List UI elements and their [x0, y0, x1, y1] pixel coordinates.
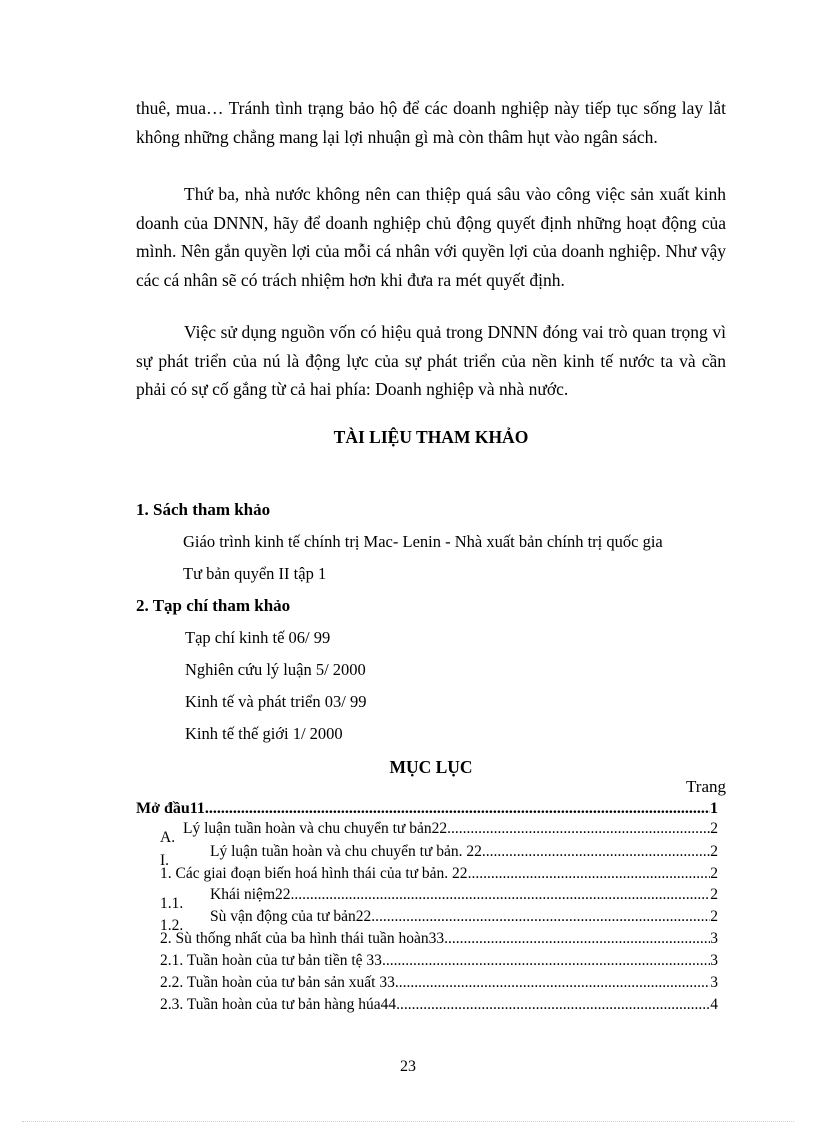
toc-entry-text: 2.3. Tuần hoàn của tư bản hàng húa44 — [160, 996, 397, 1013]
toc-entry[interactable] — [183, 820, 718, 838]
toc-entry-text: Sù vận động của tư bản22 — [210, 908, 372, 925]
body-paragraph-1: thuê, mua… Tránh tình trạng bảo hộ để các doanh nghiệp này tiếp tục sống lay lắt không những chẳng mang lại lợi nhuận gì mà còn thâm hụt vào ngân sách. — [136, 98, 726, 147]
page-number: 23 — [400, 1058, 416, 1075]
toc-entry-page: 3 — [710, 952, 718, 969]
toc-entry[interactable] — [210, 843, 718, 861]
toc-entry-marker: 1.1. — [160, 895, 184, 912]
journals-heading: 2. Tạp chí tham khảo — [136, 596, 291, 615]
toc-entry[interactable] — [160, 952, 718, 970]
toc-entry-marker: I. — [160, 852, 170, 869]
journal-item: Kinh tế và phát triển 03/ 99 — [185, 692, 367, 711]
book-item: Tư bản quyển II tập 1 — [183, 564, 327, 583]
journal-item: Kinh tế thế giới 1/ 2000 — [185, 724, 343, 743]
toc-entry-text: Lý luận tuần hoàn và chu chuyển tư bản. 22 — [210, 843, 482, 860]
toc-entry-text: Lý luận tuần hoàn và chu chuyển tư bản22 — [183, 820, 448, 837]
body-paragraph-3: Việc sử dụng nguồn vốn có hiệu quả trong DNNN đóng vai trò quan trọng vì sự phát triển của nú là động lực của sự phát triển của nền kinh tế nước ta và cần phải có sự cố gắng từ cả hai phía: Doanh nghiệp và nhà nước. — [136, 322, 726, 399]
book-item: Giáo trình kinh tế chính trị Mac- Lenin - Nhà xuất bản chính trị quốc gia — [183, 532, 663, 551]
toc-title: MỤC LỤC — [389, 757, 473, 777]
books-heading: 1. Sách tham khảo — [136, 500, 271, 519]
toc-entry-text: 2.1. Tuần hoàn của tư bản tiền tệ 33 — [160, 952, 382, 969]
references-title: TÀI LIỆU THAM KHẢO — [333, 427, 529, 447]
page-bottom-divider — [22, 1121, 794, 1122]
body-paragraph-2: Thứ ba, nhà nước không nên can thiệp quá sâu vào công việc sản xuất kinh doanh của DNNN, hãy để doanh nghiệp chủ động quyết định những hoạt động của mình. Nên gắn quyền lợi của mỗi cá nhân với quyền lợi của doanh nghiệp. Như vậy các cá nhân sẽ có trách nhiệm hơn khi đưa ra mét quyết định. — [136, 184, 726, 290]
toc-entry[interactable] — [160, 865, 718, 883]
toc-entry[interactable] — [160, 974, 718, 992]
toc-entry-text: Mở đầu11 — [136, 800, 205, 817]
toc-entry-page: 2 — [710, 820, 718, 837]
toc-entry[interactable] — [210, 886, 718, 904]
toc-entry-text: Khái niệm22 — [210, 886, 291, 903]
toc-entry-page: 4 — [710, 996, 718, 1013]
toc-entry[interactable] — [210, 908, 718, 926]
journal-item: Nghiên cứu lý luận 5/ 2000 — [185, 660, 366, 679]
journal-item: Tạp chí kinh tế 06/ 99 — [185, 628, 331, 647]
toc-entry-text: 2. Sù thống nhất của ba hình thái tuần hoàn33 — [160, 930, 445, 947]
toc-entry-page: 2 — [710, 865, 718, 882]
toc-entry[interactable] — [160, 930, 718, 948]
toc-entry-page: 2 — [710, 886, 718, 903]
toc-page-header: Trang — [686, 777, 726, 796]
toc-entry-page: 3 — [710, 974, 718, 991]
toc-entry-page: 2 — [710, 908, 718, 925]
toc-entry-marker: 1.2. — [160, 917, 184, 934]
toc-entry-page: 2 — [710, 843, 718, 860]
toc-entry[interactable] — [160, 996, 718, 1014]
toc-entry-page: 1 — [710, 800, 718, 817]
toc-entry-page: 3 — [710, 930, 718, 947]
toc-entry-text: 1. Các giai đoạn biến hoá hình thái của tư bản. 22 — [160, 865, 468, 882]
toc-entry-marker: A. — [160, 829, 176, 846]
toc-entry[interactable] — [136, 800, 718, 818]
toc-entry-text: 2.2. Tuần hoàn của tư bản sản xuất 33 — [160, 974, 395, 991]
